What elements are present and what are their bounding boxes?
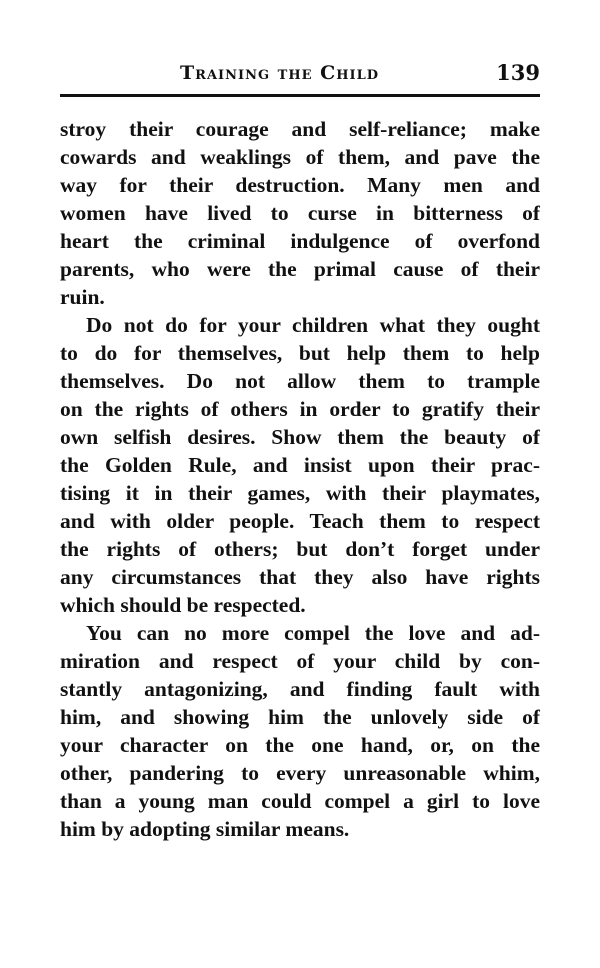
text-line: stroy their courage and self-reliance; make	[60, 117, 540, 141]
text-line: than a young man could compel a girl to love	[60, 789, 540, 813]
text-line: parents, who were the primal cause of their	[60, 257, 540, 281]
text-line: tising it in their games, with their playmates,	[60, 481, 540, 505]
text-line: heart the criminal indulgence of overfond	[60, 229, 540, 253]
text-line: You can no more compel the love and ad-	[86, 621, 540, 645]
header-rule	[60, 94, 540, 97]
text-line: him, and showing him the unlovely side of	[60, 705, 540, 729]
page-number: 139	[496, 60, 540, 85]
text-line: to do for themselves, but help them to help	[60, 341, 540, 365]
text-line: women have lived to curse in bitterness of	[60, 201, 540, 225]
text-line: the rights of others; but don’t forget under	[60, 537, 540, 561]
text-line: him by adopting similar means.	[60, 817, 350, 841]
text-line: own selfish desires. Show them the beauty of	[60, 425, 540, 449]
text-line: any circumstances that they also have rights	[60, 565, 540, 589]
text-line: themselves. Do not allow them to trample	[60, 369, 540, 393]
text-line: Do not do for your children what they ought	[86, 313, 540, 337]
text-line: ruin.	[60, 285, 105, 309]
text-line: and with older people. Teach them to respect	[60, 509, 540, 533]
running-head	[60, 60, 540, 90]
text-line: miration and respect of your child by con-	[60, 649, 540, 673]
text-line: which should be respected.	[60, 593, 306, 617]
text-line: the Golden Rule, and insist upon their prac-	[60, 453, 540, 477]
text-line: other, pandering to every unreasonable whim,	[60, 761, 540, 785]
text-line: way for their destruction. Many men and	[60, 173, 540, 197]
text-line: your character on the one hand, or, on the	[60, 733, 540, 757]
running-head-title: Training the Child	[180, 62, 380, 84]
text-line: stantly antagonizing, and finding fault with	[60, 677, 540, 701]
text-line: on the rights of others in order to gratify their	[60, 397, 540, 421]
text-line: cowards and weaklings of them, and pave the	[60, 145, 540, 169]
body-text	[60, 115, 540, 843]
